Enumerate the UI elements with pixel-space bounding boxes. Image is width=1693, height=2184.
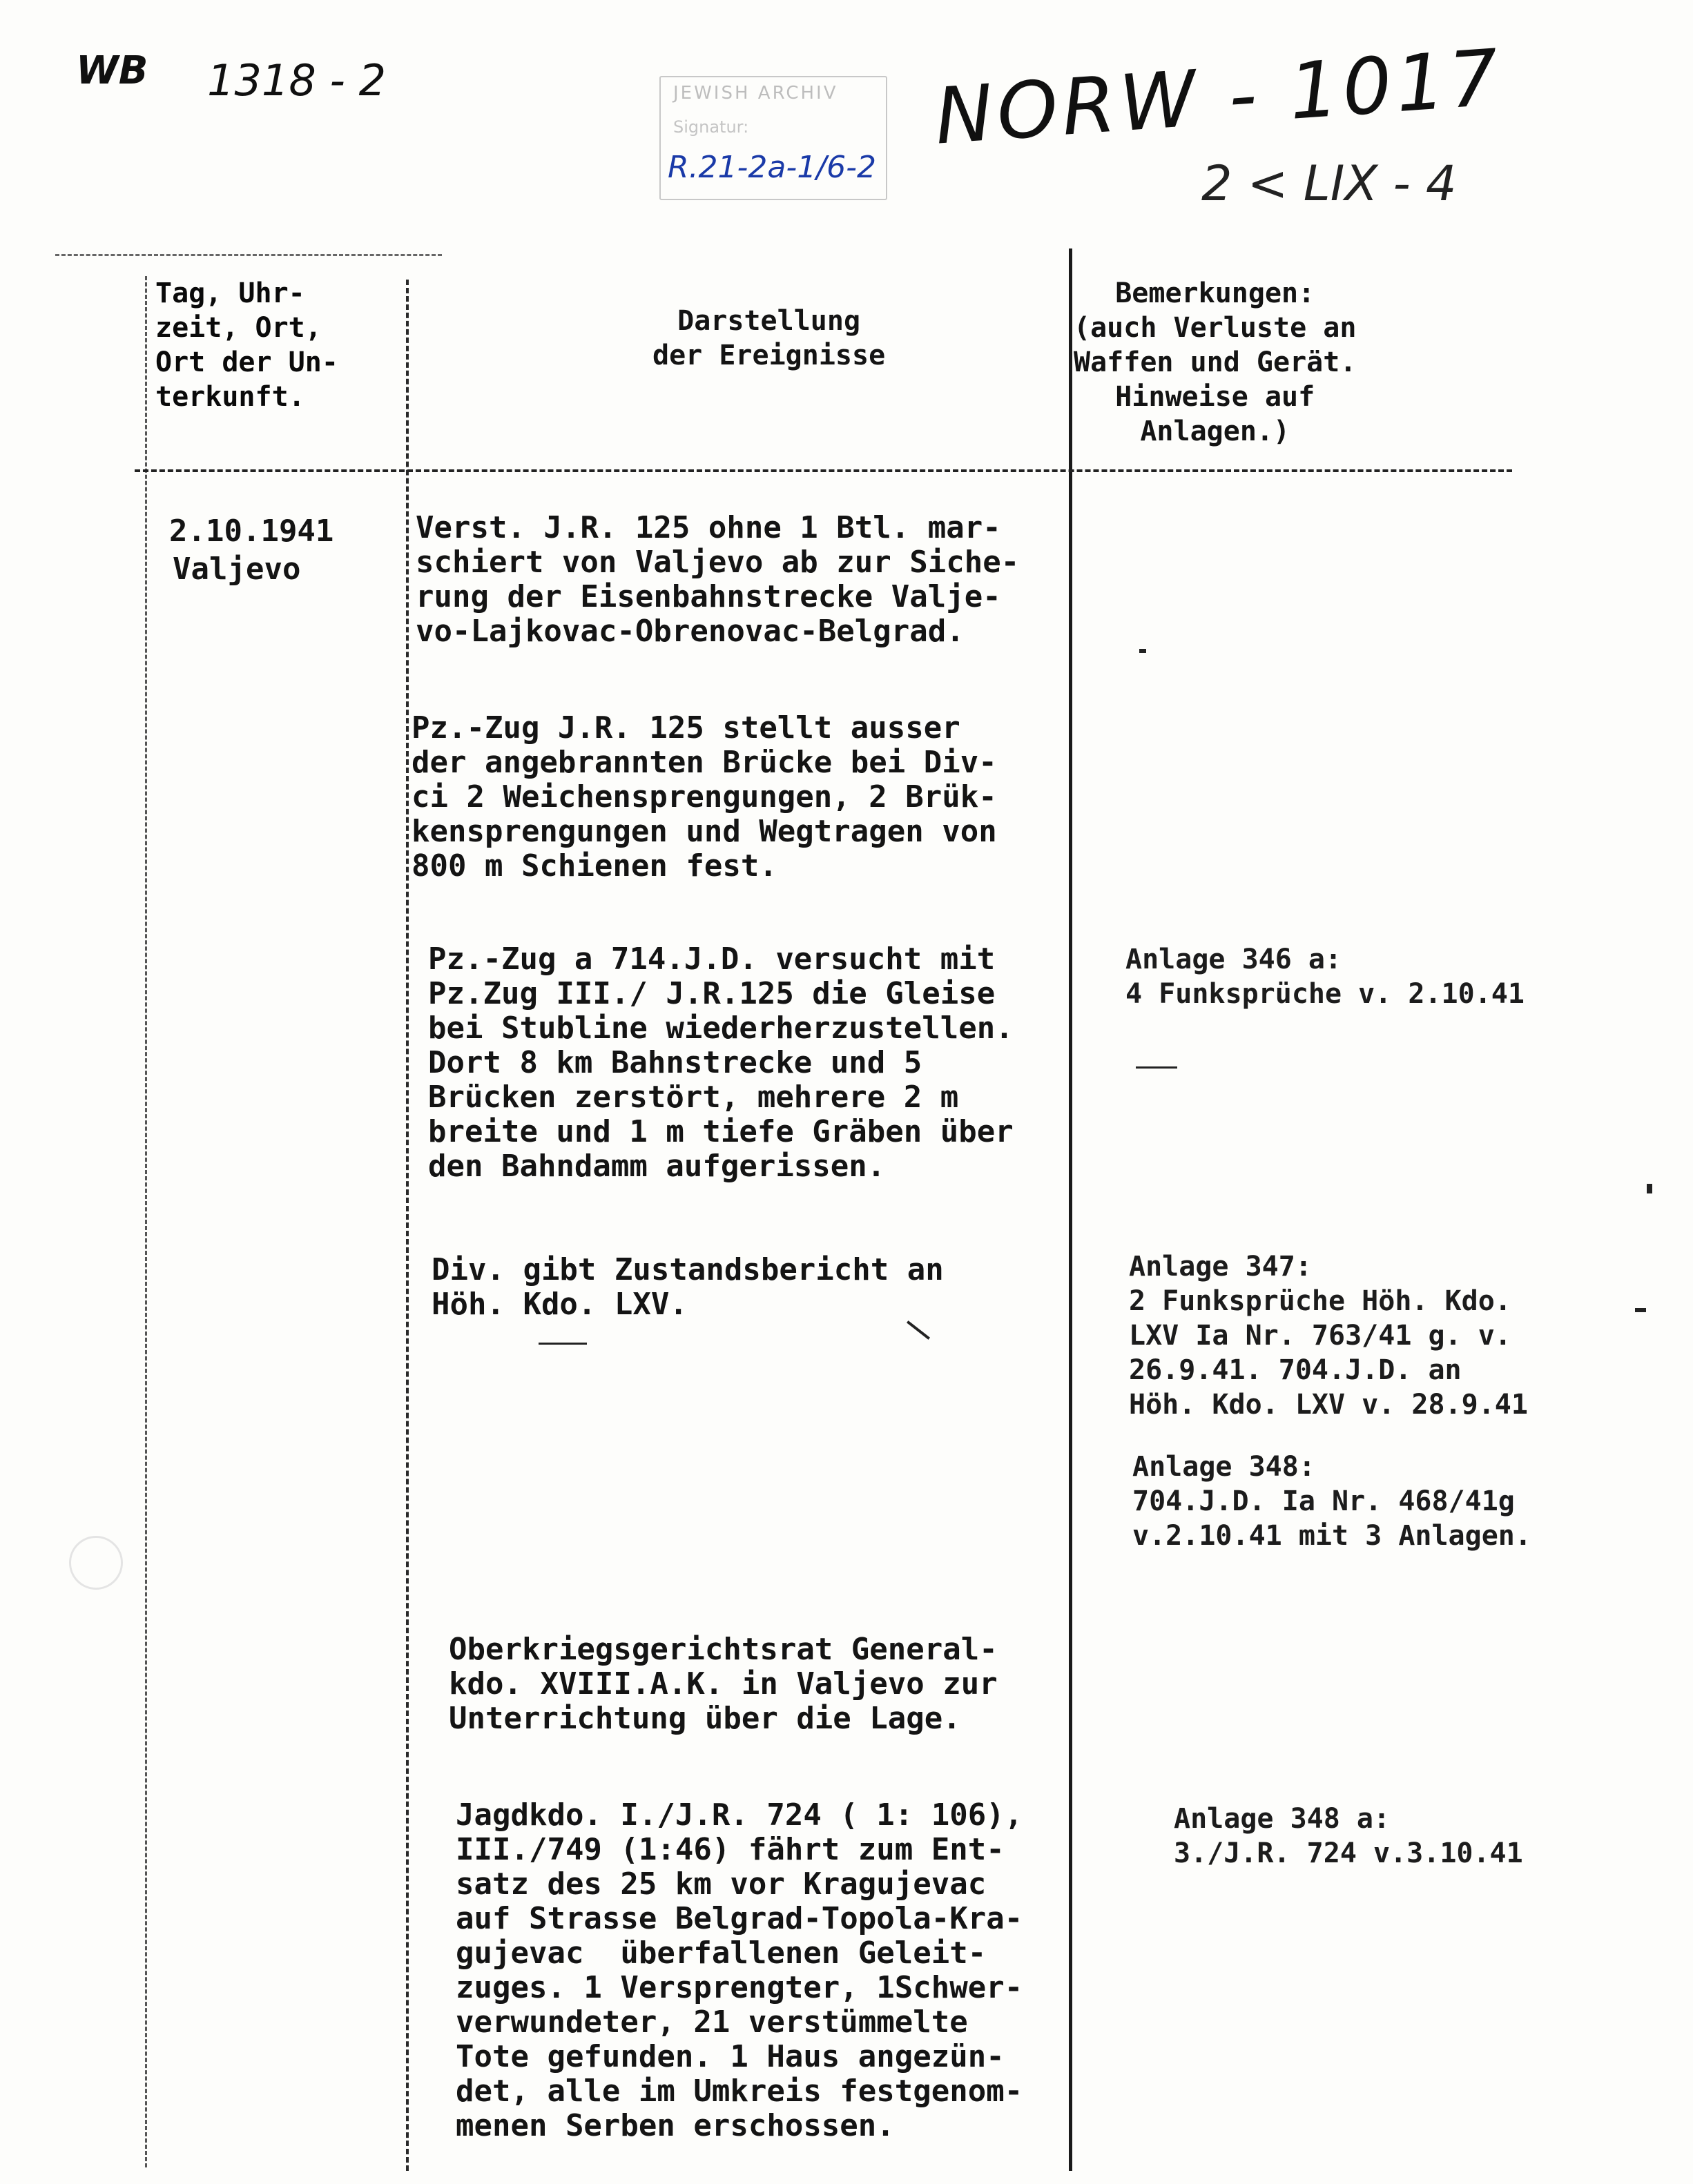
handwritten-lix-number: 2 < LIX - 4	[1201, 155, 1457, 212]
header-remarks: Bemerkungen: (auch Verluste an Waffen und Gerät. Hinweise auf Anlagen.)	[1074, 277, 1357, 447]
margin-mark	[1139, 649, 1146, 653]
margin-mark	[907, 1320, 930, 1340]
entry-date: 2.10.1941	[169, 514, 334, 549]
entry-place: Valjevo	[173, 552, 301, 587]
margin-mark	[1136, 1066, 1177, 1069]
handwritten-wb: WB	[76, 48, 148, 93]
column-divider-left	[145, 276, 147, 2167]
event-entry: Oberkriegsgerichtsrat General- kdo. XVIII.A.K. in Valjevo zur Unterrichtung über die Lage.	[449, 1632, 998, 1736]
punch-hole	[69, 1536, 123, 1590]
event-entry: Pz.-Zug a 714.J.D. versucht mit Pz.Zug III./ J.R.125 die Gleise bei Stubline wiederherzustellen. Dort 8 km Bahnstrecke und 5 Brücken zerstört, mehrere 2 m breite und 1 m tiefe Gräben über den Bahndamm aufgerissen.	[428, 942, 1014, 1184]
annex-note: Anlage 348: 704.J.D. Ia Nr. 468/41g v.2.10.41 mit 3 Anlagen.	[1132, 1451, 1531, 1552]
annex-note: Anlage 346 a: 4 Funksprüche v. 2.10.41	[1125, 944, 1525, 1010]
header-date-place: Tag, Uhr- zeit, Ort, Ort der Un- terkunft.	[155, 277, 338, 413]
stamp-label: Signatur:	[673, 117, 749, 137]
archive-stamp	[659, 76, 887, 200]
annex-note: Anlage 347: 2 Funksprüche Höh. Kdo. LXV Ia Nr. 763/41 g. v. 26.9.41. 704.J.D. an Höh. Kdo. LXV v. 28.9.41	[1129, 1251, 1528, 1421]
handwritten-file-number: 1318 - 2	[207, 55, 387, 106]
margin-mark	[1635, 1308, 1646, 1312]
column-divider-middle	[406, 280, 409, 2171]
header-events: Darstellung der Ereignisse	[652, 305, 886, 371]
margin-mark	[539, 1343, 587, 1345]
header-divider	[135, 469, 1512, 472]
event-entry: Verst. J.R. 125 ohne 1 Btl. mar- schiert von Valjevo ab zur Siche- rung der Eisenbahnstrecke Valje- vo-Lajkovac-Obrenovac-Belgrad.	[416, 510, 1020, 649]
header-top-rule	[55, 254, 442, 256]
event-entry: Pz.-Zug J.R. 125 stellt ausser der angebrannten Brücke bei Div- ci 2 Weichensprengungen, 2 Brük- kensprengungen und Wegtragen von 800 m Schienen fest.	[412, 710, 997, 884]
annex-note: Anlage 348 a: 3./J.R. 724 v.3.10.41	[1174, 1803, 1523, 1869]
handwritten-norw-number: NORW - 1017	[932, 32, 1506, 162]
stamp-signature: R.21-2a-1/6-2	[668, 150, 876, 185]
margin-mark	[1647, 1184, 1652, 1193]
event-entry: Jagdkdo. I./J.R. 724 ( 1: 106), III./749 (1:46) fährt zum Ent- satz des 25 km vor Kragujevac auf Strasse Belgrad-Topola-Kra- gujevac überfallenen Geleit- zuges. 1 Versprengter, 1Schwer- verwundeter, 21 verstümmelte Tote gefunden. 1 Haus angezün- det, alle im Umkreis festgenom- menen Serben erschossen.	[456, 1797, 1023, 2143]
stamp-header: JEWISH ARCHIV	[673, 83, 838, 104]
column-divider-right	[1069, 248, 1072, 2171]
event-entry: Div. gibt Zustandsbericht an Höh. Kdo. LXV.	[432, 1252, 944, 1322]
